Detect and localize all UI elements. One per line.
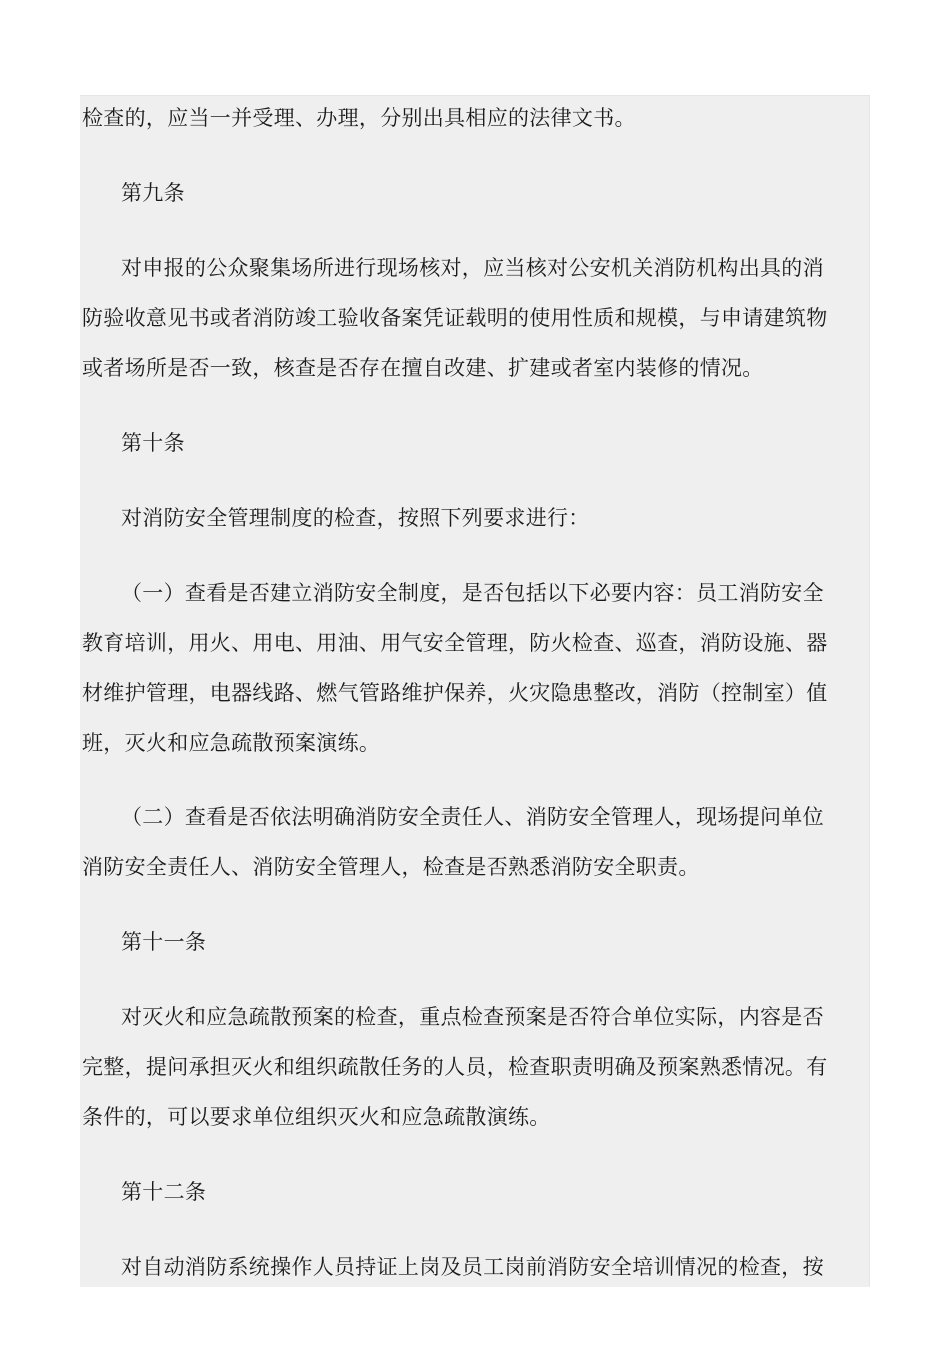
paragraph-line: 教育培训，用火、用电、用油、用气安全管理，防火检查、巡查，消防设施、器 [82, 631, 828, 655]
paragraph-line: 对消防安全管理制度的检查，按照下列要求进行： [121, 506, 590, 530]
paragraph-line: 班，灭火和应急疏散预案演练。 [82, 731, 381, 755]
paragraph-line: 完整，提问承担灭火和组织疏散任务的人员，检查职责明确及预案熟悉情况。有 [82, 1055, 828, 1079]
article-heading: 第十条 [121, 431, 185, 455]
article-heading: 第九条 [121, 181, 185, 205]
paragraph-line: 条件的，可以要求单位组织灭火和应急疏散演练。 [82, 1105, 551, 1129]
paragraph-line: 对申报的公众聚集场所进行现场核对，应当核对公安机关消防机构出具的消 [121, 256, 824, 280]
paragraph-line: 材维护管理，电器线路、燃气管路维护保养，火灾隐患整改，消防（控制室）值 [82, 681, 828, 705]
paragraph-line: 消防安全责任人、消防安全管理人，检查是否熟悉消防安全职责。 [82, 855, 700, 879]
paragraph-line: 检查的，应当一并受理、办理，分别出具相应的法律文书。 [82, 106, 636, 130]
paragraph-line: （一）查看是否建立消防安全制度，是否包括以下必要内容：员工消防安全 [121, 581, 824, 605]
paragraph-line: 对自动消防系统操作人员持证上岗及员工岗前消防安全培训情况的检查，按 [121, 1255, 824, 1279]
article-heading: 第十二条 [121, 1180, 207, 1204]
article-heading: 第十一条 [121, 930, 207, 954]
paragraph-line: 或者场所是否一致，核查是否存在擅自改建、扩建或者室内装修的情况。 [82, 356, 764, 380]
paragraph-line: 对灭火和应急疏散预案的检查，重点检查预案是否符合单位实际，内容是否 [121, 1005, 824, 1029]
paragraph-line: （二）查看是否依法明确消防安全责任人、消防安全管理人，现场提问单位 [121, 805, 824, 829]
paragraph-line: 防验收意见书或者消防竣工验收备案凭证载明的使用性质和规模，与申请建筑物 [82, 306, 828, 330]
